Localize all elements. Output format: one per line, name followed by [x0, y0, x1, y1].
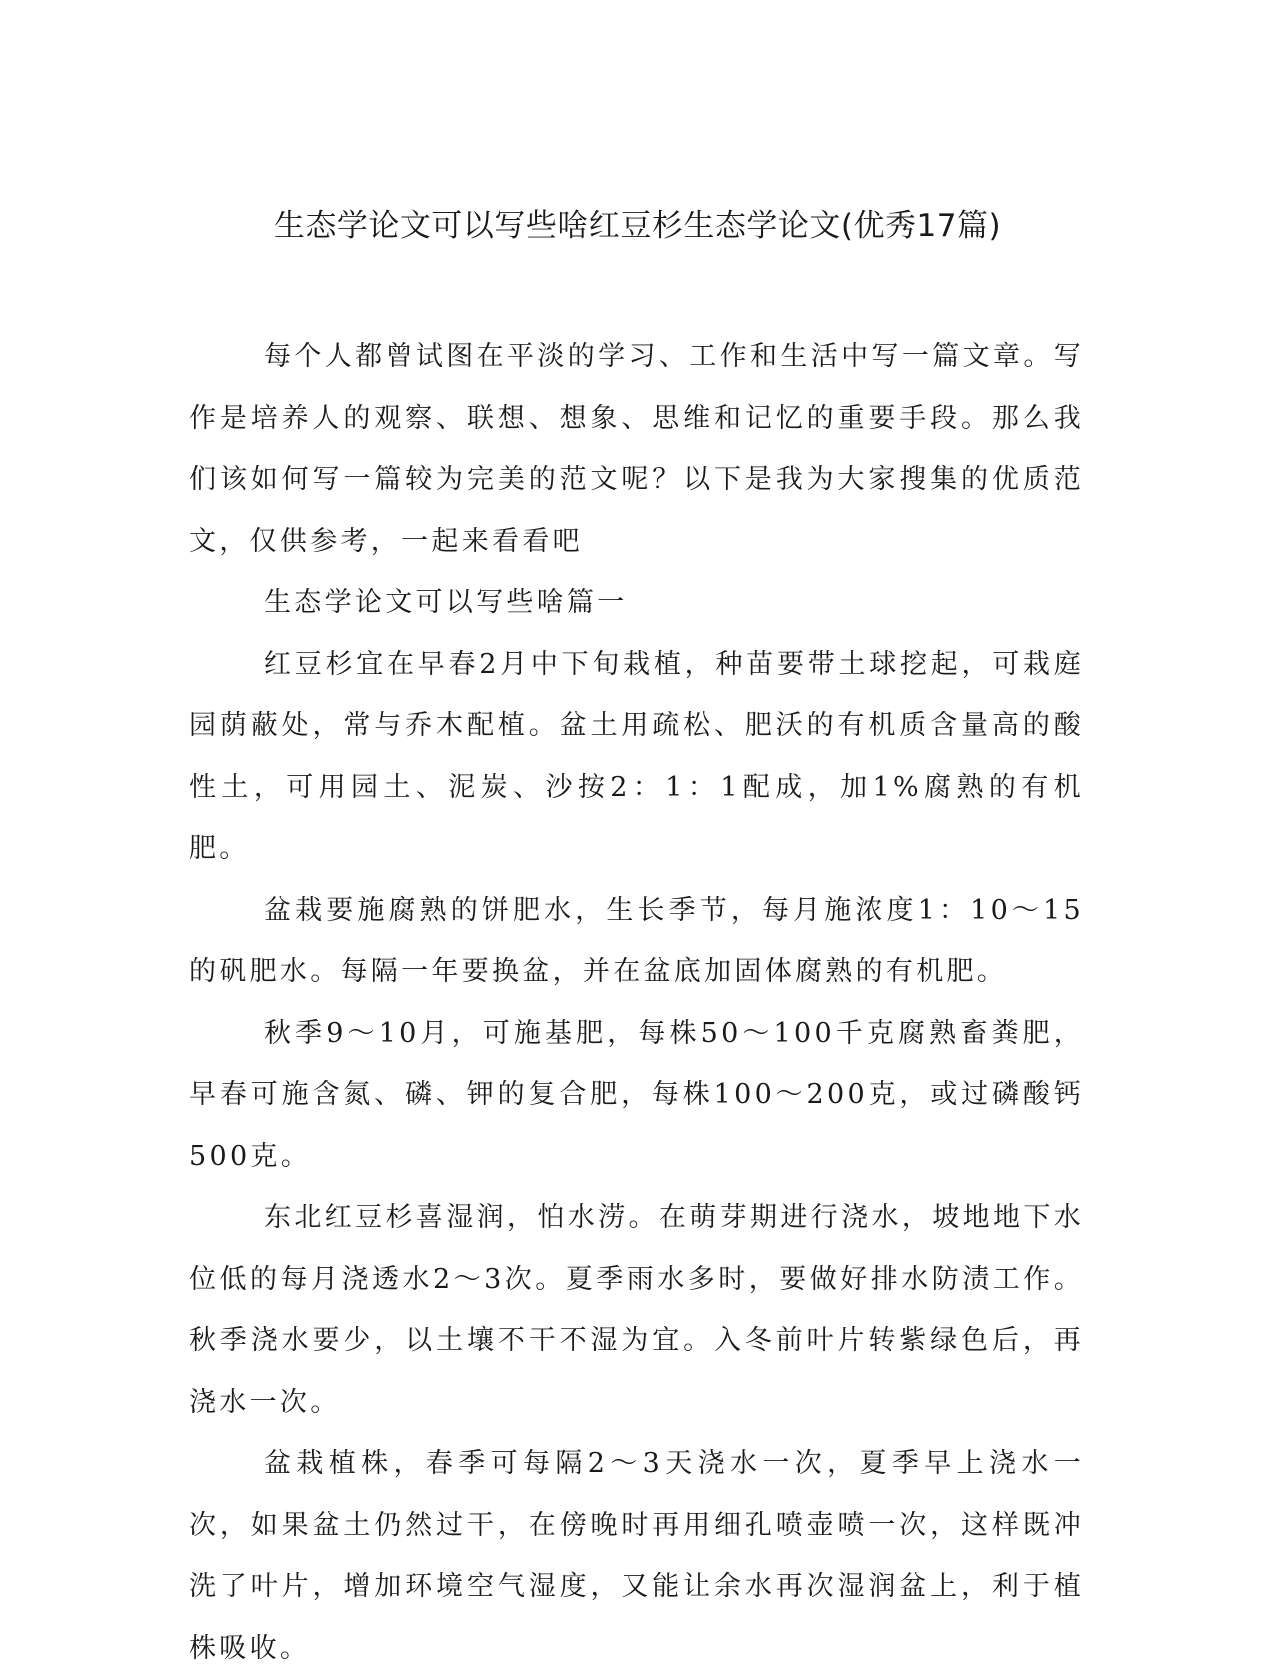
- body-paragraph: 盆栽要施腐熟的饼肥水，生长季节，每月施浓度1：10～15的矾肥水。每隔一年要换盆，并在盆底加固体腐熟的有机肥。: [189, 894, 1084, 987]
- body-paragraph: 东北红豆杉喜湿润，怕水涝。在萌芽期进行浇水，坡地地下水位低的每月浇透水2～3次。夏季雨水多时，要做好排水防渍工作。秋季浇水要少，以土壤不干不湿为宜。入冬前叶片转紫绿色后，再浇水一次。: [189, 1202, 1084, 1418]
- body-paragraph: 秋季9～10月，可施基肥，每株50～100千克腐熟畜粪肥，早春可施含氮、磷、钾的复合肥，每株100～200克，或过磷酸钙500克。: [189, 1017, 1084, 1172]
- body-paragraph: 盆栽植株，春季可每隔2～3天浇水一次，夏季早上浇水一次，如果盆土仍然过干，在傍晚时再用细孔喷壶喷一次，这样既冲洗了叶片，增加环境空气湿度，又能让余水再次湿润盆上，利于植株吸收。: [189, 1448, 1084, 1664]
- section-heading: 生态学论文可以写些啥篇一: [264, 587, 628, 618]
- body-paragraph: 红豆杉宜在早春2月中下旬栽植，种苗要带土球挖起，可栽庭园荫蔽处，常与乔木配植。盆土用疏松、肥沃的有机质含量高的酸性土，可用园土、泥炭、沙按2：1：1配成，加1%腐熟的有机肥。: [189, 648, 1084, 864]
- document-title: 生态学论文可以写些啥红豆杉生态学论文(优秀17篇): [273, 208, 1002, 244]
- document-body: [189, 326, 1084, 1679]
- intro-paragraph: 每个人都曾试图在平淡的学习、工作和生活中写一篇文章。写作是培养人的观察、联想、想象、思维和记忆的重要手段。那么我们该如何写一篇较为完美的范文呢？以下是我为大家搜集的优质范文，仅供参考，一起来看看吧: [189, 341, 1084, 557]
